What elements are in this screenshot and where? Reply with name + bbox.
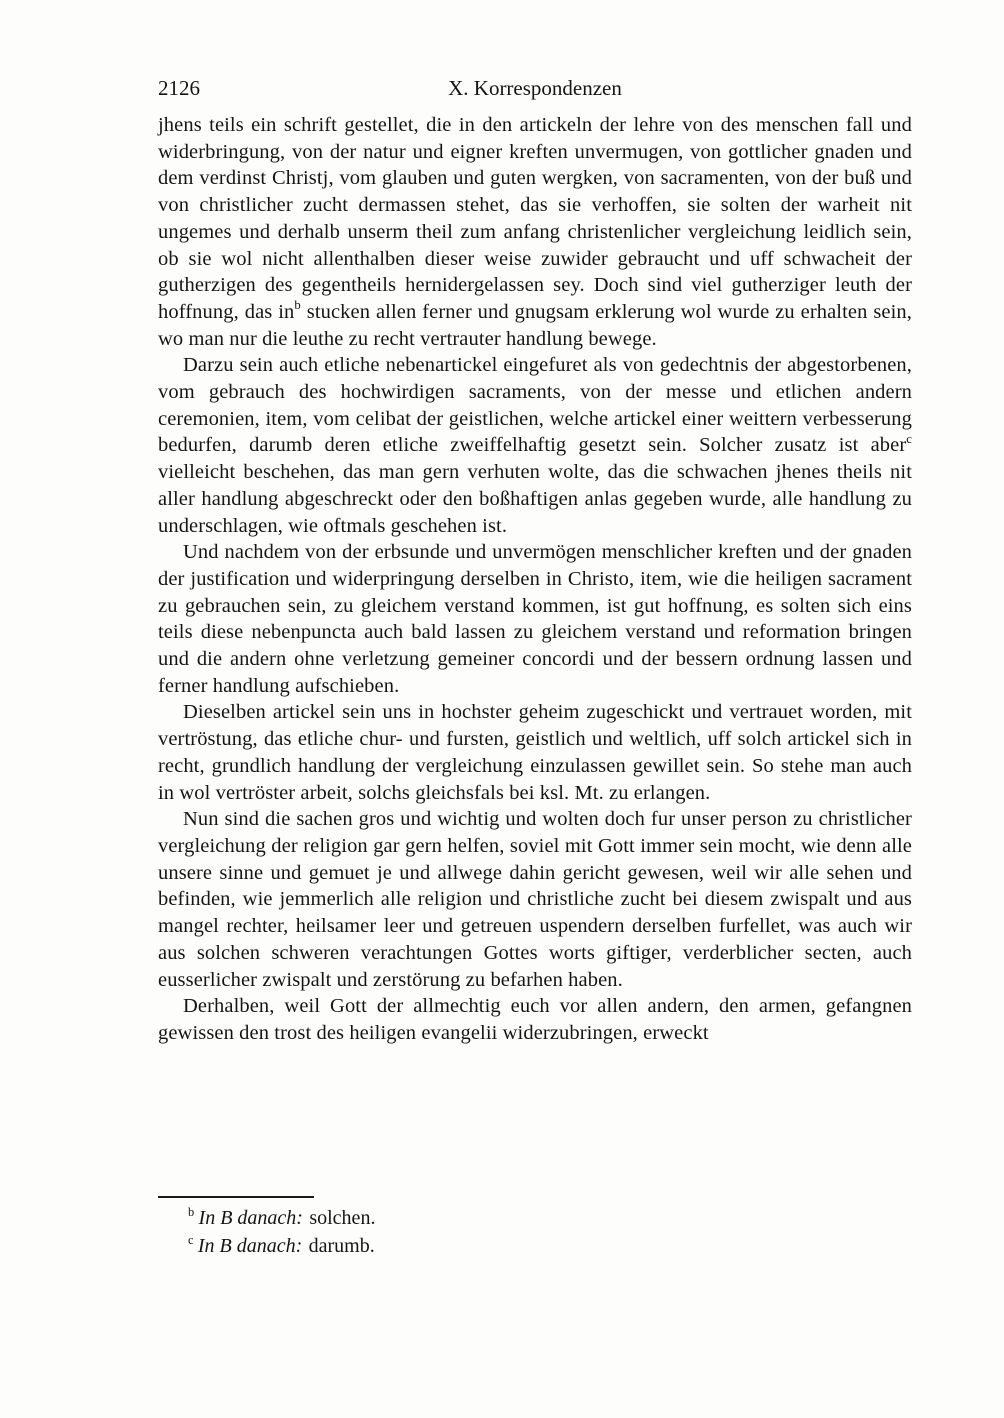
paragraph-2-text-after-ref: vielleicht beschehen, das man gern verhuten wolte, das die schwachen jhenes theils nit aller handlung abgeschreckt oder den boßhaftigen anlas gegeben wurde, alle handlung zu underschlagen, wie oftmals geschehen ist. [158,461,912,537]
footnote-separator-rule [158,1196,314,1198]
footnote-c-apparatus-label: In B danach: [197,1235,303,1257]
paragraph-6 [158,993,912,1046]
paragraph-1 [158,112,912,352]
footnote-c-reading: darumb. [308,1235,375,1257]
paragraph-4 [158,699,912,806]
paragraph-2-text: Darzu sein auch etliche nebenartickel eingefuret als von gedechtnis der abgestorbenen, vom gebrauch des hochwirdigen sacraments, von der messe und etlichen andern ceremonien, item, vom celibat der geistlichen, welche artickel einer weittern verbesserung bedurfen, darumb deren etliche zweiffelhaftig gesetzt sein. Solcher zusatz ist aber [158,354,912,457]
paragraph-4-text: Dieselben artickel sein uns in hochster geheim zugeschickt und vertrauet worden, mit vertröstung, das etliche chur- und fursten, geistlich und weltlich, uff solch artickel sich in recht, grundlich handlung der vergleichung einzulassen gewillet sein. So stehe man auch in wol vertröster arbeit, solchs gleichsfals bei ksl. Mt. zu erlangen. [158,701,912,804]
page-header [158,74,912,102]
page-number: 2126 [158,76,200,100]
paragraph-3 [158,539,912,699]
paragraph-5-text: Nun sind die sachen gros und wichtig und wolten doch fur unser person zu christlicher vergleichung der religion gar gern helfen, soviel mit Gott immer sein mocht, wie denn alle unsere sinne und gemuet je und allwege dahin gericht gewesen, weil wir alle sehen und befinden, wie jemmerlich alle religion und christliche zucht bei diesem zwispalt und aus mangel rechter, heilsamer leer und getreuen uspendern derselben furfellet, was auch wir aus solchen schweren verachtungen Gottes worts giftiger, verderblicher secten, auch eusserlicher zwispalt und zerstörung zu befarhen haben. [158,808,912,991]
footnote-b-marker: b [188,1204,195,1219]
running-head: X. Korrespondenzen [448,76,622,100]
paragraph-2 [158,352,912,539]
footnote-block [158,1188,912,1260]
footnote-c-marker: c [188,1232,194,1247]
paragraph-1-text: jhens teils ein schrift gestellet, die in den artickeln der lehre von des menschen fall und widerbringung, von der natur und eigner kreften unvermugen, von gottlicher gnaden und dem verdinst Christj, vom glauben und guten wergken, von sacramenten, von der buß und von christlicher zucht dermassen stehet, das sie verhoffen, sie solten der warheit nit ungemes und derhalb unserm theil zum anfang christenlicher vergleichung leidlich sein, ob sie wol nicht allenthalben dieser weise zuwider gebraucht und uff schwacheit der gutherzigen des gegentheils hernidergelassen sey. Doch sind viel gutherziger leuth der hoffnung, das in [158,114,912,323]
paragraph-5 [158,806,912,993]
footnote-ref-b: b [294,298,301,313]
paragraph-1-text-after-ref: stucken allen ferner und gnugsam erklerung wol wurde zu erhalten sein, wo man nur die leuthe zu recht vertrauter handlung bewege. [158,300,912,350]
footnote-b [158,1204,912,1232]
footnote-c [158,1232,912,1260]
footnote-ref-c: c [906,431,912,446]
footnote-b-apparatus-label: In B danach: [198,1207,303,1229]
paragraph-3-text: Und nachdem von der erbsunde und unvermögen menschlicher kreften und der gnaden der justification und widerpringung derselben in Christo, item, wie die heiligen sacrament zu gebrauchen sein, zu gleichem verstand kommen, ist gut hoffnung, es solten sich eins teils diese nebenpuncta auch bald lassen zu gleichem verstand und reformation bringen und die andern ohne verletzung gemeiner concordi und der bessern ordnung lassen und ferner handlung aufschieben. [158,541,912,697]
footnote-b-reading: solchen. [309,1207,376,1229]
paragraph-6-text: Derhalben, weil Gott der allmechtig euch vor allen andern, den armen, gefangnen gewissen den trost des heiligen evangelii widerzubringen, erweckt [158,995,912,1044]
main-text-block [158,112,912,1047]
